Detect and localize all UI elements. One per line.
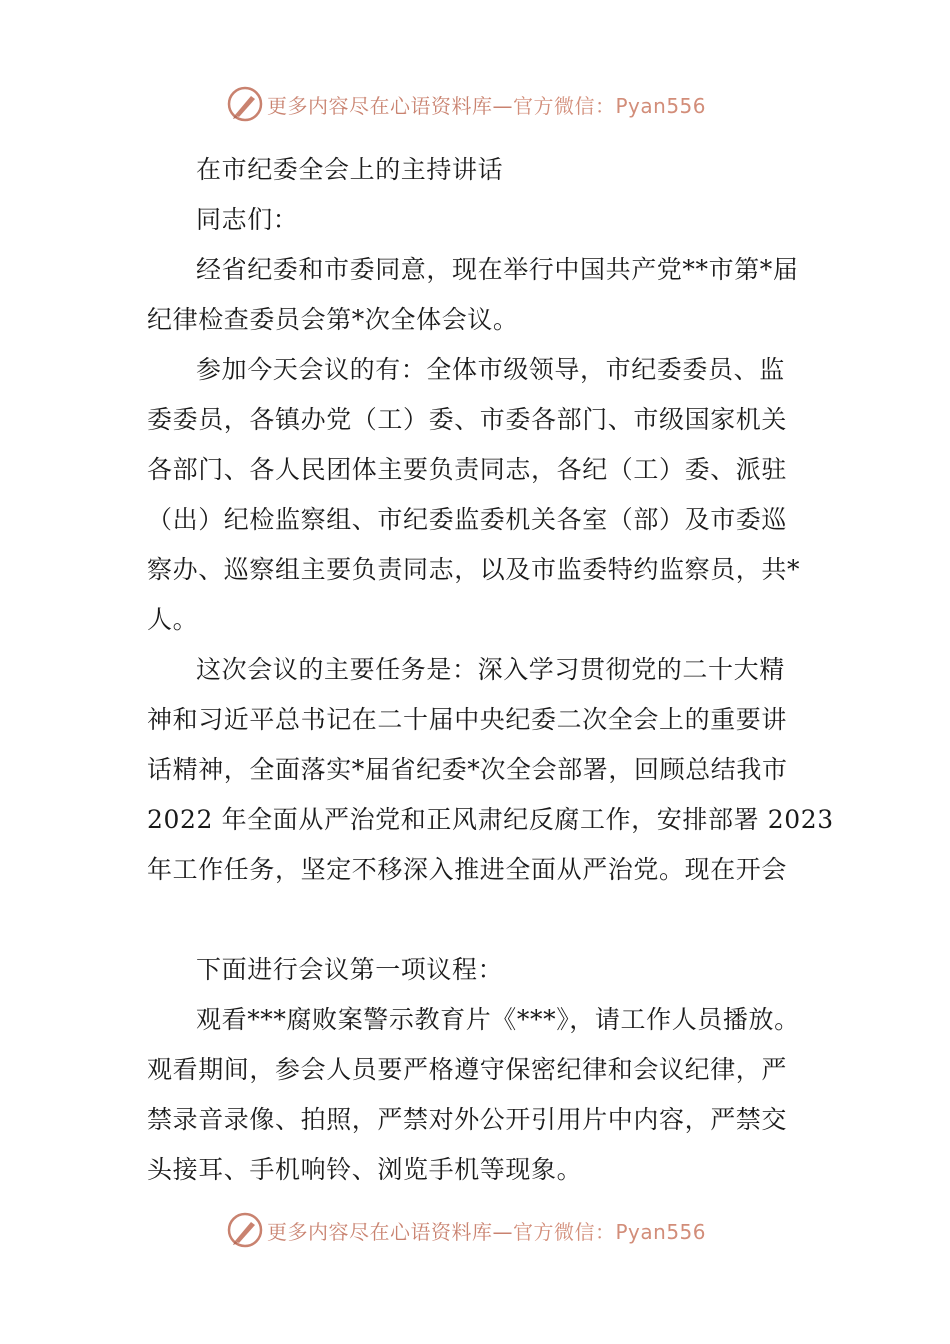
paragraph-line: 人。 — [147, 605, 199, 634]
paragraph-line: 禁录音录像、拍照，严禁对外公开引用片中内容，严禁交 — [147, 1105, 788, 1134]
paragraph-line: 神和习近平总书记在二十届中央纪委二次全会上的重要讲 — [147, 705, 788, 734]
paragraph-line: 各部门、各人民团体主要负责同志，各纪（工）委、派驻 — [147, 455, 788, 484]
paragraph-line: 头接耳、手机响铃、浏览手机等现象。 — [147, 1155, 583, 1184]
paragraph-line: （出）纪检监察组、市纪委监委机关各室（部）及市委巡 — [147, 505, 788, 534]
paragraph-line: 观看***腐败案警示教育片《***》，请工作人员播放。 — [196, 1005, 800, 1034]
paragraph-line: 观看期间，参会人员要严格遵守保密纪律和会议纪律，严 — [147, 1055, 788, 1084]
paragraph-line: 年工作任务，坚定不移深入推进全面从严治党。现在开会 — [147, 855, 788, 884]
paragraph-line: 话精神，全面落实*届省纪委*次全会部署，回顾总结我市 — [147, 755, 788, 784]
greeting: 同志们： — [196, 205, 299, 234]
paragraph-line: 2022 年全面从严治党和正风肃纪反腐工作，安排部署 2023 — [147, 805, 834, 834]
watermark-text: 更多内容尽在心语资料库 — [267, 93, 493, 118]
paragraph-line: 委委员，各镇办党（工）委、市委各部门、市级国家机关 — [147, 405, 788, 434]
paragraph-line: 察办、巡察组主要负责同志，以及市监委特约监察员，共* — [147, 555, 801, 584]
paragraph-line: 下面进行会议第一项议程： — [196, 955, 504, 984]
paragraph-line: 纪律检查委员会第*次全体会议。 — [147, 305, 519, 334]
watermark-dash: — — [492, 1219, 513, 1244]
document-title: 在市纪委全会上的主持讲话 — [196, 155, 504, 184]
paragraph-line: 这次会议的主要任务是：深入学习贯彻党的二十大精 — [196, 655, 785, 684]
watermark-wechat-label: 官方微信： — [513, 1219, 616, 1244]
watermark-wechat-id: Pyan556 — [615, 1219, 707, 1244]
watermark-wechat-id: Pyan556 — [615, 93, 707, 118]
watermark-dash: — — [492, 93, 513, 118]
watermark-wechat-label: 官方微信： — [513, 93, 616, 118]
watermark-banner-bottom — [225, 1208, 745, 1252]
paragraph-line: 经省纪委和市委同意，现在举行中国共产党**市第*届 — [196, 255, 799, 284]
pen-logo-icon — [225, 1210, 265, 1250]
paragraph-line: 参加今天会议的有：全体市级领导，市纪委委员、监 — [196, 355, 785, 384]
watermark-text: 更多内容尽在心语资料库 — [267, 1219, 493, 1244]
